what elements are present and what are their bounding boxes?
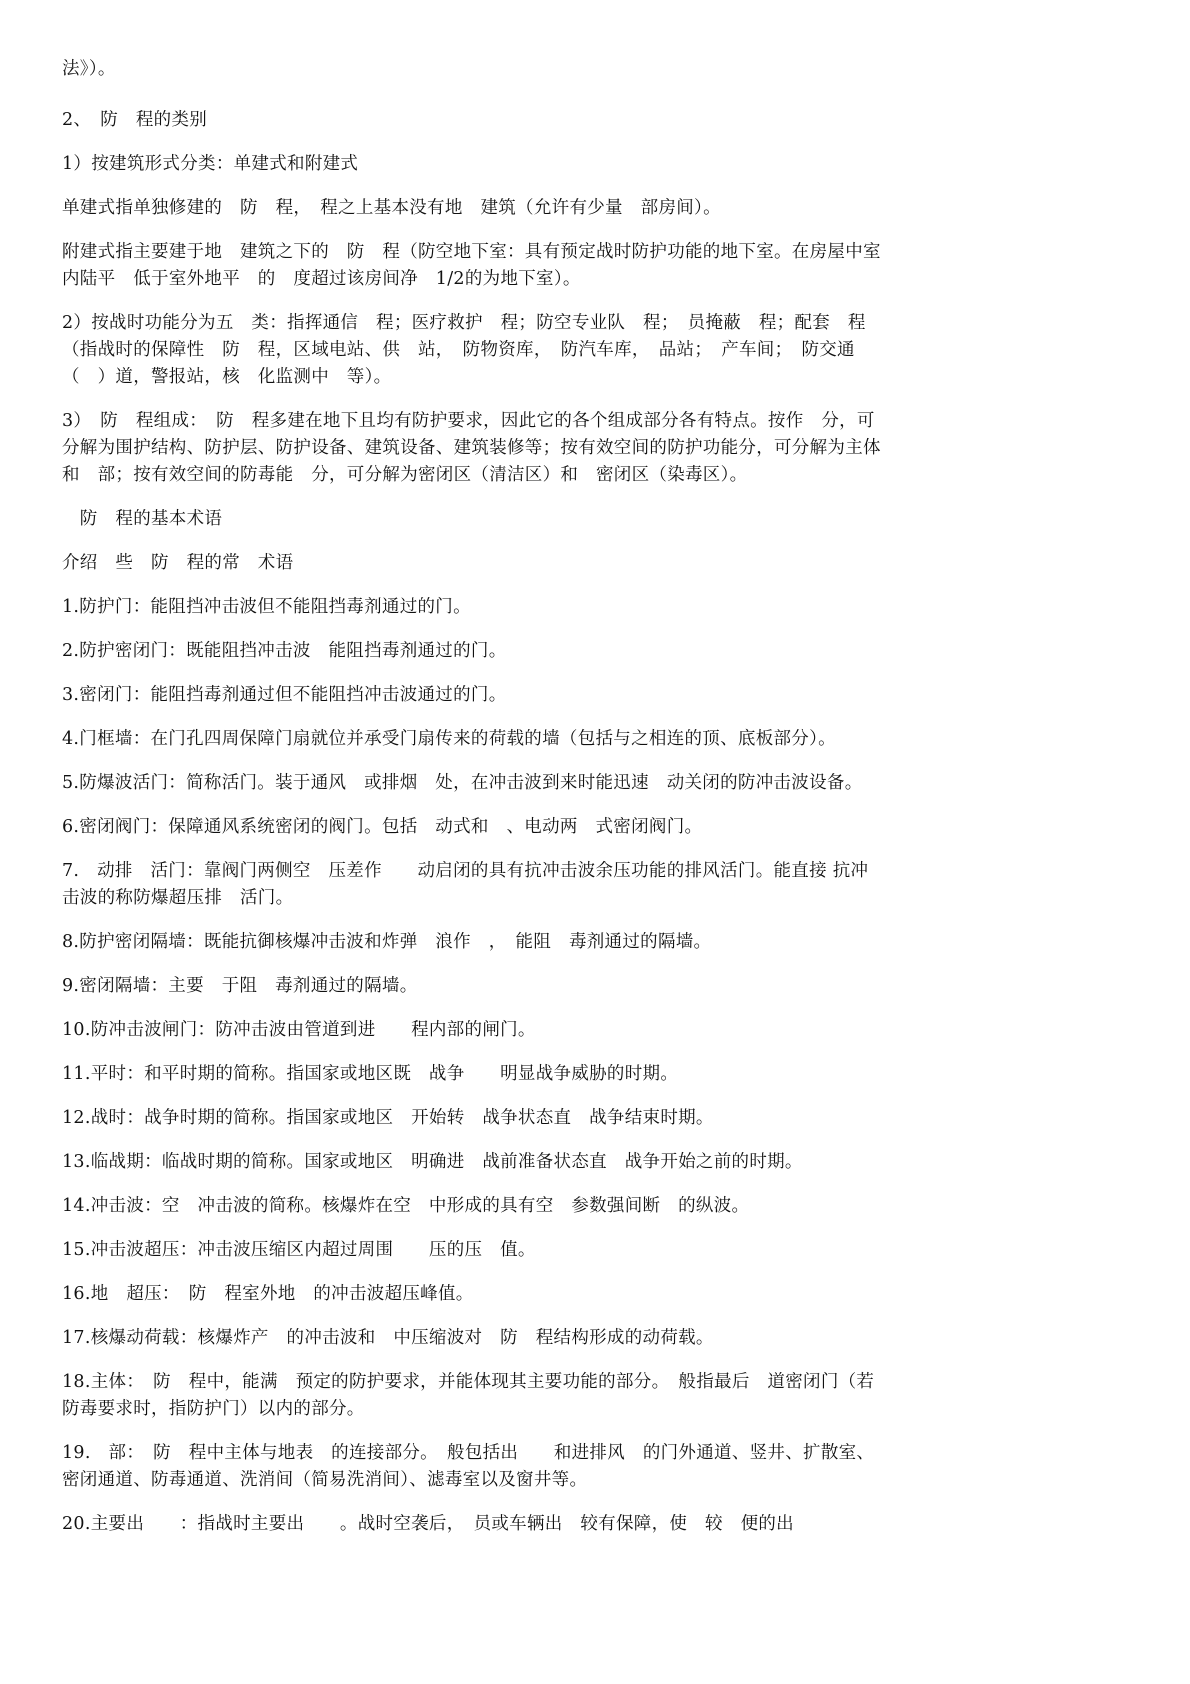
term-item: 7. 动排 活门：靠阀门两侧空 压差作 动启闭的具有抗冲击波余压功能的排风活门。能直接 抗冲击波的称防爆超压排 活门。 — [62, 861, 869, 908]
term-item: 19. 部： 防 程中主体与地表 的连接部分。 般包括出 和进排风 的门外通道、竖井、扩散室、密闭通道、防毒通道、洗消间（简易洗消间）、滤毒室以及窗井等。 — [62, 1443, 875, 1490]
term-item: 14.冲击波：空 冲击波的简称。核爆炸在空 中形成的具有空 参数强间断 的纵波。 — [62, 1196, 750, 1216]
term-item: 10.防冲击波闸门：防冲击波由管道到进 程内部的闸门。 — [62, 1020, 536, 1040]
paragraph: 介绍 些 防 程的常 术语 — [62, 553, 294, 573]
paragraph: 法》）。 — [62, 59, 116, 79]
subheading: 1）按建筑形式分类：单建式和附建式 — [62, 154, 359, 174]
term-item: 20.主要出 ：指战时主要出 。战时空袭后， 员或车辆出 较有保障，使 较 便的出 — [62, 1514, 794, 1534]
paragraph: 2）按战时功能分为五 类：指挥通信 程；医疗救护 程；防空专业队 程； 员掩蔽 程；配套 程（指战时的保障性 防 程，区域电站、供 站， 防物资库， 防汽车库， 品站； 产车间； 防交通 （ ）道，警报站，核 化监测中 等）。 — [62, 313, 873, 387]
term-item: 18.主体： 防 程中，能满 预定的防护要求，并能体现其主要功能的部分。 般指最后 道密闭门（若 防毒要求时，指防护门）以内的部分。 — [62, 1372, 893, 1419]
term-item: 4.门框墙：在门孔四周保障门扇就位并承受门扇传来的荷载的墙（包括与之相连的顶、底板部分）。 — [62, 729, 836, 749]
term-item: 9.密闭隔墙：主要 于阻 毒剂通过的隔墙。 — [62, 976, 418, 996]
term-item: 3.密闭门：能阻挡毒剂通过但不能阻挡冲击波通过的门。 — [62, 685, 507, 705]
term-item: 13.临战期：临战时期的简称。国家或地区 明确进 战前准备状态直 战争开始之前的时期。 — [62, 1152, 803, 1172]
term-item: 16.地 超压： 防 程室外地 的冲击波超压峰值。 — [62, 1284, 474, 1304]
term-item: 5.防爆波活门：简称活门。装于通风 或排烟 处，在冲击波到来时能迅速 动关闭的防冲击波设备。 — [62, 773, 863, 793]
term-item: 15.冲击波超压：冲击波压缩区内超过周围 压的压 值。 — [62, 1240, 536, 1260]
term-item: 11.平时：和平时期的简称。指国家或地区既 战争 明显战争威胁的时期。 — [62, 1064, 679, 1084]
term-item: 12.战时：战争时期的简称。指国家或地区 开始转 战争状态直 战争结束时期。 — [62, 1108, 714, 1128]
paragraph: 附建式指主要建于地 建筑之下的 防 程（防空地下室：具有预定战时防护功能的地下室。在房屋中室内陆平 低于室外地平 的 度超过该房间净 1/2的为地下室）。 — [62, 242, 881, 289]
paragraph: 3） 防 程组成： 防 程多建在地下且均有防护要求，因此它的各个组成部分各有特点。按作 分，可分解为围护结构、防护层、防护设备、建筑设备、建筑装修等；按有效空间的防护功能分，可分解为主体和 部；按有效空间的防毒能 分，可分解为密闭区（清洁区）和 密闭区（染毒区）。 — [62, 411, 881, 485]
term-item: 17.核爆动荷载：核爆炸产 的冲击波和 中压缩波对 防 程结构形成的动荷载。 — [62, 1328, 714, 1348]
term-item: 8.防护密闭隔墙：既能抗御核爆冲击波和炸弹 浪作 ， 能阻 毒剂通过的隔墙。 — [62, 932, 712, 952]
section-heading: 2、 防 程的类别 — [62, 110, 208, 130]
document-page — [62, 56, 893, 1555]
term-item: 2.防护密闭门：既能阻挡冲击波 能阻挡毒剂通过的门。 — [62, 641, 507, 661]
paragraph: 单建式指单独修建的 防 程， 程之上基本没有地 建筑（允许有少量 部房间）。 — [62, 198, 721, 218]
section-heading: 防 程的基本术语 — [62, 509, 223, 529]
term-item: 6.密闭阀门：保障通风系统密闭的阀门。包括 动式和 、电动两 式密闭阀门。 — [62, 817, 703, 837]
term-item: 1.防护门：能阻挡冲击波但不能阻挡毒剂通过的门。 — [62, 597, 471, 617]
